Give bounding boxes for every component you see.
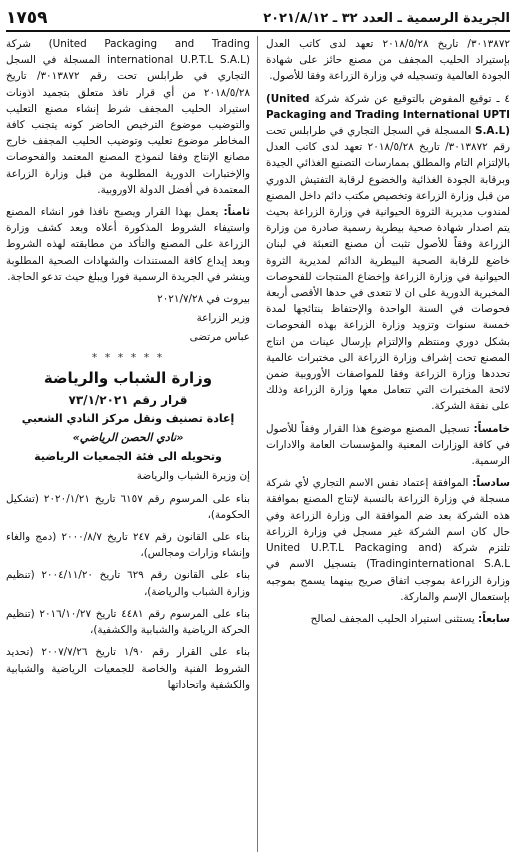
club-name: «نادي الحصن الرياضي» (72, 431, 184, 445)
column-divider (257, 36, 258, 852)
ministry-heading: وزارة الشباب والرياضة (43, 368, 213, 387)
page-number: ١٧٥٩ (6, 8, 48, 28)
legal-basis-2: بناء على القانون رقم ٢٤٧ تاريخ ٢٠٠٠/٨/٧ (دمج والغاء وإنشاء وزارات ومجالس)، (6, 531, 250, 560)
minister-line: إن وزيرة الشباب والرياضة (136, 470, 250, 483)
company-name-2: شركة (United Packaging and Trading international U.P.T.L S.A.L) (6, 38, 250, 67)
paragraph-eighth: ثامناً: يعمل بهذا القرار ويصبح نافذا فور انشاء المصنع واستيفاء الشروط المذكورة أعلاه وبعد كشف وزارة الزراعة على المصنع والتأكد من مطابقته لهذه الشروط وبعد إيداع كافة المستندات والشهادات الصحية المطلوبة وينشر في الجريدة الرسمية فورا ويبلغ حيث تدعو الحاجة. (6, 206, 250, 283)
gazette-issue-title: الجريدة الرسمية ـ العدد ٣٢ ـ ٢٠٢١/٨/١٢ (263, 10, 510, 26)
page-header (6, 6, 510, 32)
decree-subtitle: وتحويله الى فئة الجمعيات الرياضية (34, 450, 222, 464)
company-name: (United Packaging and Trading International UPTI S.A.L) (266, 92, 510, 138)
section-separator: * * * * * * (91, 350, 165, 364)
paragraph-sixth: سادساً: الموافقة إعتماد نفس الاسم التجاري لأي شركة مسجلة في وزارة الزراعة بالنسبة لإنتاج المصنع بموافقة هذه الشركة بعد ضم الموافقة الى وزارة الزراعة وفي حال كان اسم الشركة غير مسجل في وزارة الزراعة تلتزم شركة (United U.P.T.L Packaging and Tradinginternational S.A.L) بتسجيل الاسم في وزارة الزراعة بموجب اتفاق صريح بينهما يسمح بموجبه بإستعمال الإسم والماركة. (266, 477, 510, 603)
paragraph-fifth: خامساً: تسجيل المصنع موضوع هذا القرار وفقاً للأصول في كافة الوزارات المعنية والمؤسسات العامة والادارات الرسمية. (266, 422, 510, 468)
left-column (6, 36, 250, 852)
signer-name: عباس مرتضى (189, 331, 250, 344)
paragraph-continuation: شركة (United Packaging and Trading international U.P.T.L S.A.L) المسجلة في السجل التجاري في طرابلس تحت رقم ٣٠١٣٨٧٢/ تاريخ ٢٠١٨/٥/٢٨ من أي قرار نافذ متعلق بتجميد اذونات استيراد الحليب المجفف شرط إنشاء مصنع التعليب والتوضيب موضوع الترخيص الحاضر كونه يتجنب كافة المخاطر موضوع تعليب وتوضيب الحليب المجفف خارج مصانع الإنتاج وفقا لنموذج المصنع المعتمد والفحوصات والإختبارات الدورية المطلوبة من قبل وزارة الزراعة المعتمدة في أفضل الدولة الاوروبية. (6, 38, 250, 196)
legal-basis-1: بناء على المرسوم رقم ٦١٥٧ تاريخ ٢٠٢٠/١/٢١ (تشكيل الحكومة)، (6, 492, 250, 521)
signer-title: وزير الزراعة (196, 312, 250, 325)
decree-title: إعادة تصنيف ونقل مركز النادي الشعبي (21, 412, 235, 426)
right-column (266, 36, 510, 852)
place-date: بيروت في ٢٠٢١/٧/٢٨ (157, 293, 250, 306)
decree-number: قرار رقم ٧٣/١/٢٠٢١ (68, 393, 188, 408)
legal-basis-5: بناء على القرار رقم ١/٩٠ تاريخ ٢٠٠٧/٧/٢٦ (تحديد الشروط الفنية والخاصة للجمعيات الرياضية والشبابية والكشفية واتحاداتها (6, 646, 250, 691)
legal-basis-3: بناء على القانون رقم ٦٢٩ تاريخ ٢٠٠٤/١١/٢٠ (تنظيم وزارة الشباب والرياضة)، (6, 569, 250, 598)
legal-basis-4: بناء على المرسوم رقم ٤٤٨١ تاريخ ٢٠١٦/١٠/٢٧ (تنظيم الحركة الرياضية والشبابية والكشفية)، (6, 607, 250, 637)
paragraph-item-4: ٤ ـ توقيع المفوض بالتوقيع عن شركة شركة (United Packaging and Trading International UPTI S.A.L) المسجلة في السجل التجاري في طرابلس تحت رقم ٣٠١٣٨٧٢/ تاريخ ٢٠١٨/٥/٢٨ تعهد لدى كاتب العدل بالإلتزام التام والمطلق بممارسات التصنيع الغذائي الجيدة وبرقابة الجودة الغذائية والخضوع لرقابة التفتيش الدوري من قبل وزارة الزراعة وتخصيص مكتب دائم داخل المصنع لمندوب مديرية الثروة الحيوانية في وزارة الزراعة بحيث يتم اصدار شهادة صحية بيطرية رسمية صادرة من وزارة الزراعة وفقاً للأصول تثبت أن مصنع التعبئة في لبنان خاضع للرقابة الصحية البيطرية الدائم لمديرية الثروة الحيوانية في وزارة الزراعة وإخضاع المنتجات للفحوصات المخبرية الدورية على ان لا تتعدى في حدها الأقصى أربعة فحوصات في السنة الواحدة والإحتفاظ بنتائجها لمدة خمسة سنوات وتزويد وزارة الزراعة بهذه الفحوصات بشكل دوري ومنتظم والإلتزام بإرسال عينات من انتاج المصنع تحت إشراف وزارة الزراعة الى مختبرات عالمية تحددها وزارة الزراعة وفقا للمواصفات الأوروبية ضمن لائحة المختبرات التي تتعامل معها وزارة الزراعة وذلك على نفقة الشركة. (266, 92, 510, 413)
paragraph-undertaking: ٣٠١٣٨٧٢/ تاريخ ٢٠١٨/٥/٢٨ تعهد لدى كاتب العدل بإستيراد الحليب المجفف من مصنع حائز على شهادة الجودة العالمية وتسجيله في وزارة الزراعة وفقا للأصول. (266, 38, 510, 83)
paragraph-seventh: سابعاً: يستثنى استيراد الحليب المجفف لصالح (310, 612, 510, 625)
